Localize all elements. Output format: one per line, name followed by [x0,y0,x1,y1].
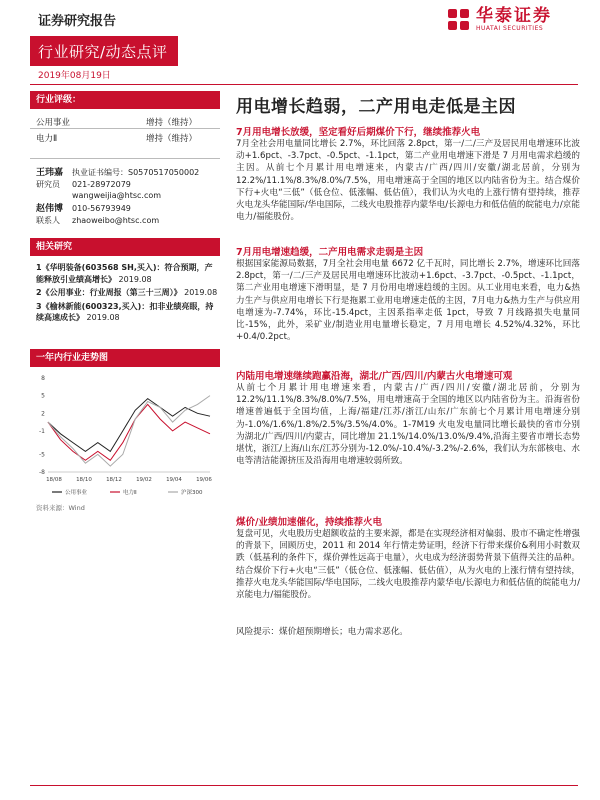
rating-row [36,116,216,128]
footer-divider [30,785,578,786]
analyst-role: 研究员 [36,180,60,189]
rating-value: 增持（维持） [146,134,198,144]
analyst-role: 联系人 [36,216,60,225]
rating-sector: 电力Ⅱ [36,134,58,144]
section-body: 7月全社会用电量同比增长 2.7%，环比回落 2.8pct，第一/二/三产及居民用电增速环比波动+1.6pct、-3.7pct、-0.5pct、-1.1pct，第二产业用电增速下滑是 7 月用电需求趋缓的主因。从前七个月累计用电增速来，内蒙古/广西/四川/安徽/湖北居前，分别为 12.2%/11.1%/8.3%/8.0%/7.5%，用电增速高于全国的地区以内陆省份为主。结合煤价下行+火电“三低”（低仓位、低涨幅、低估值），我们认为火电的上涨行情有望持续，推荐火电龙头华能国际/华电国际，二线火电股推荐内蒙华电/长源电力和低估值的皖能电力/京能电力/福能股份。 [236,139,580,223]
analyst-cert: S0570517050002 [128,168,200,177]
y-tick-label: 2 [41,410,45,418]
related-list [36,262,220,324]
rating-sector: 公用事业 [36,118,71,128]
rating-divider [30,158,220,159]
analyst-name: 王玮嘉 [36,168,64,178]
section-body: 从前七个月累计用电增速来看，内蒙古/广西/四川/安徽/湖北居前，分别为 12.2%/11.1%/8.3%/8.0%/7.5%，用电增速高于全国的地区以内陆省份为主。沿海省份增速普遍低于全国均值，上海/福建/江苏/浙江/山东/广东前七个月累计用电增速分别为-1.0%/1.6%/1.8%/2.5%/3.5%/4.0%。1-7M19 火电发电量同比增长最快的省市分别为湖北/广西/四川/内蒙古，同比增加 21.1%/14.0%/13.0%/9.4%,沿海主要省市增长态势堪忧，浙江/上海/山东/江苏分别为-12.0%/-10.4%/-3.2%/-2.6%，我们认为东部核电、水电等清洁能源挤压及沿海用电增速较弱所致。 [236,383,580,467]
report-date: 2019年08月19日 [38,71,111,81]
y-tick-label: 8 [41,375,45,382]
legend-label: 沪深300 [181,490,203,496]
related-heading: 相关研究 [30,238,220,256]
section-heading: 7月用电增长放缓，坚定看好后期煤价下行，继续推荐火电 [236,127,481,138]
legend-label: 电力Ⅱ [123,490,137,496]
series-line-1 [48,404,210,460]
analyst-phone: 021-28972079 [72,180,131,189]
x-tick-label: 19/06 [196,477,212,483]
analyst-name: 赵伟博 [36,204,64,214]
analyst-block [36,167,199,201]
rating-heading: 行业评级： [30,91,220,109]
rating-value: 增持（维持） [146,118,198,128]
x-tick-label: 18/08 [46,477,62,483]
analyst-email[interactable]: wangweijia@htsc.com [72,191,162,200]
x-tick-label: 19/04 [166,477,182,483]
analyst-email[interactable]: zhaoweibo@htsc.com [72,216,160,225]
report-category: 行业研究/动态点评 [38,43,168,61]
section-body: 复盘可见，火电股历史超额收益的主要来源，都是在实现经济相对偏弱、股市不确定性增强的背景下，回顾历史，2011 和 2014 年行情走势证明，经济下行带来煤价&利用小时数双跌（低基利的条件下，煤价弹性远高于电量），火电成为经济弱势背景下值得关注的品种。结合煤价下行+火电“三低”（低仓位、低涨幅、低估值），从为火电的上涨行情有望持续，推荐火电龙头华能国际/华电国际，二线火电股推荐内蒙华电/长源电力和低估值的皖能电力/京能电力/福能股份。 [236,529,580,601]
brand-logo [448,4,580,36]
section-heading: 内陆用电增速继续跑赢沿海，湖北/广西/四川/内蒙古火电增速可观 [236,371,513,382]
section-heading: 煤价/业绩加速催化，持续推荐火电 [236,517,382,528]
chart-source: 资料来源：Wind [36,504,85,512]
related-item[interactable]: 2《公用事业：行业周报（第三十三周）》 2019.08 [36,288,218,297]
x-tick-label: 18/12 [106,477,122,483]
x-tick-label: 19/02 [136,477,152,483]
report-type: 证券研究报告 [38,14,117,29]
x-tick-label: 18/10 [76,477,92,483]
analyst-phone: 010-56793949 [72,204,131,213]
huatai-logo-icon [448,9,470,31]
analyst-cert-label: 执业证书编号： [72,168,128,177]
analyst-block [36,203,159,226]
y-tick-label: 5 [41,392,45,400]
section-heading: 7月用电增速趋缓，二产用电需求走弱是主因 [236,247,424,258]
y-tick-label: -8 [39,469,45,476]
y-tick-label: -5 [39,451,45,459]
related-item[interactable]: 1《华明装备(603568 SH,买入)：符合预期，产能释放引业绩高增长》 2019.08 [36,263,213,284]
series-line-0 [48,399,210,452]
rating-row [36,132,216,144]
chart-heading: 一年内行业走势图 [30,349,220,367]
section-body: 根据国家能源局数据，7月全社会用电量 6672 亿千瓦时，同比增长 2.7%，增速环比回落 2.8pct，第一/二/三产及居民用电增速环比波动+1.6pct、-3.7pct、-0.5pct、-1.1pct，第二产业用电增速下滑明显，是 7 月份用电增速趋缓的主因。从工业用电来看，电力&热力生产与供应用电增长下行是拖累工业用电增速走低的主因，7月电力&热力生产与供应用电增速为-7.74%，环比-15.4pct，主因系指率走低 1pct，导致 7 月线路损失电量同比-15%，此外，采矿业/制造业用电量增长稳定，7 月用电增长 4.52%/4.32%，环比+0.4/0.2pct。 [236,259,580,343]
header-divider [30,84,578,85]
rating-divider [30,128,220,129]
related-item[interactable]: 3《榆林新能(600323,买入)：扣非业绩亮眼，持续高速成长》 2019.08 [36,301,214,322]
risk-note: 风险提示：煤价超预期增长；电力需求恶化。 [236,627,408,637]
y-tick-label: -1 [39,427,45,435]
brand-name-cn: 华泰证券 [476,6,552,26]
industry-trend-chart [30,370,220,500]
brand-name-en: HUATAI SECURITIES [476,25,544,32]
legend-label: 公用事业 [65,490,88,496]
page-title: 用电增长趋弱，二产用电走低是主因 [236,97,516,117]
